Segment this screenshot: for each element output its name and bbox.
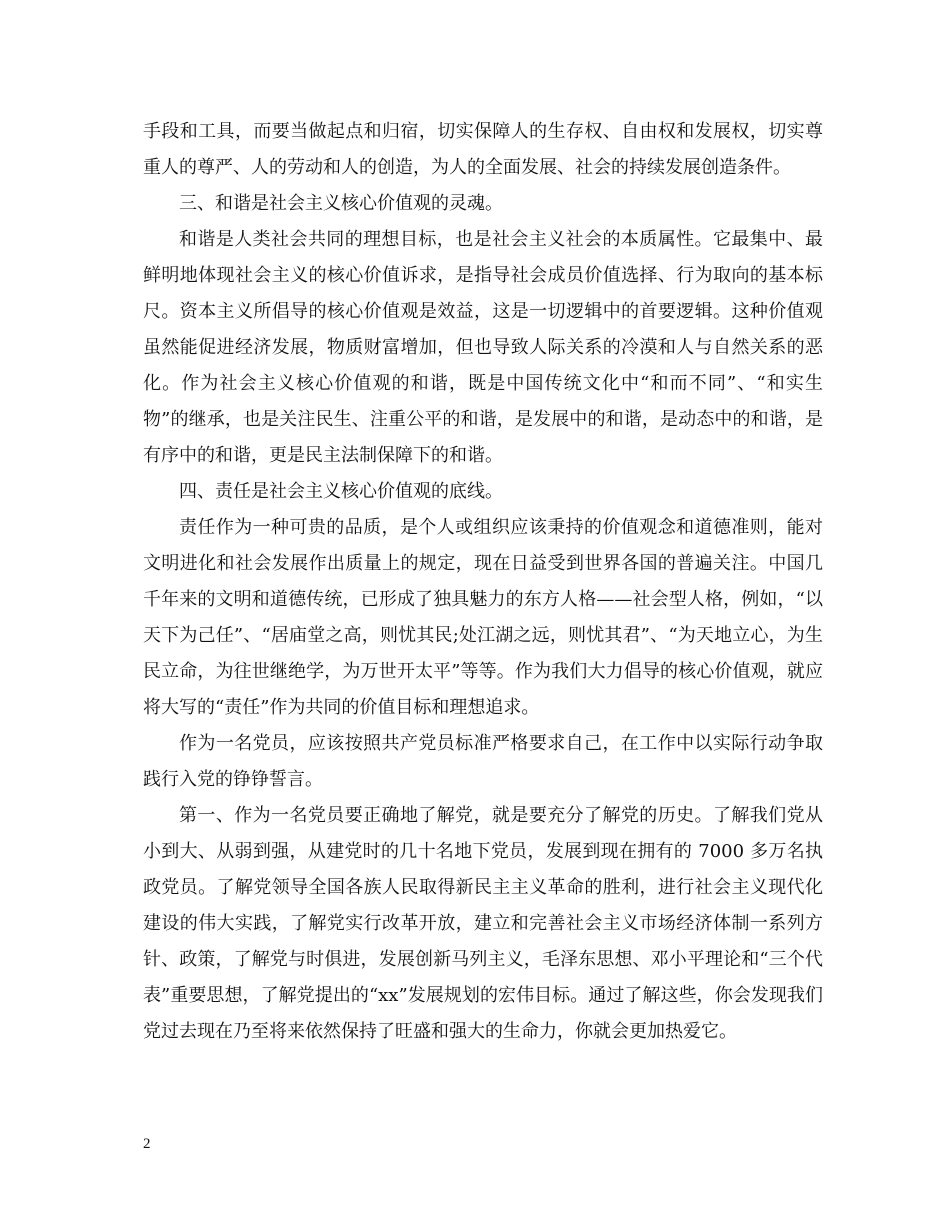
page-number: 2 [143,1136,151,1152]
section-heading-responsibility: 四、责任是社会主义核心价值观的底线。 [179,481,503,502]
paragraph-harmony: 和谐是人类社会共同的理想目标，也是社会主义社会的本质属性。它最集中、最鲜明地体现社会主义的核心价值诉求，是指导社会成员价值选择、行为取向的基本标尺。资本主义所倡导的核心价值观是效益，这是一切逻辑中的首要逻辑。这种价值观虽然能促进经济发展，物质财富增加，但也导致人际关系的冷漠和人与自然关系的恶化。作为社会主义核心价值观的和谐，既是中国传统文化中“和而不同”、“和实生物”的继承，也是关注民生、注重公平的和谐，是发展中的和谐，是动态中的和谐，是有序中的和谐，更是民主法制保障下的和谐。 [143,229,823,466]
paragraph-party-member: 作为一名党员，应该按照共产党员标准严格要求自己，在工作中以实际行动争取践行入党的铮铮誓言。 [143,733,823,790]
section-heading-harmony: 三、和谐是社会主义核心价值观的灵魂。 [179,193,503,214]
document-body [143,114,823,1050]
paragraph-responsibility: 责任作为一种可贵的品质，是个人或组织应该秉持的价值观念和道德准则，能对文明进化和社会发展作出质量上的规定，现在日益受到世界各国的普遍关注。中国几千年来的文明和道德传统，已形成了独具魅力的东方人格——社会型人格，例如，“以天下为己任”、“居庙堂之高，则忧其民;处江湖之远，则忧其君”、“为天地立心，为生民立命，为往世继绝学，为万世开太平”等等。作为我们大力倡导的核心价值观，就应将大写的“责任”作为共同的价值目标和理想追求。 [143,517,823,718]
paragraph-continuation: 手段和工具，而要当做起点和归宿，切实保障人的生存权、自由权和发展权，切实尊重人的尊严、人的劳动和人的创造，为人的全面发展、社会的持续发展创造条件。 [143,121,823,178]
paragraph-first-point: 第一、作为一名党员要正确地了解党，就是要充分了解党的历史。了解我们党从小到大、从弱到强，从建党时的几十名地下党员，发展到现在拥有的 7000 多万名执政党员。了解党领导全国各族人民取得新民主主义革命的胜利，进行社会主义现代化建设的伟大实践，了解党实行改革开放，建立和完善社会主义市场经济体制一系列方针、政策，了解党与时俱进，发展创新马列主义，毛泽东思想、邓小平理论和“三个代表”重要思想，了解党提出的“xx”发展规划的宏伟目标。通过了解这些，你会发现我们党过去现在乃至将来依然保持了旺盛和强大的生命力，你就会更加热爱它。 [143,805,823,1042]
